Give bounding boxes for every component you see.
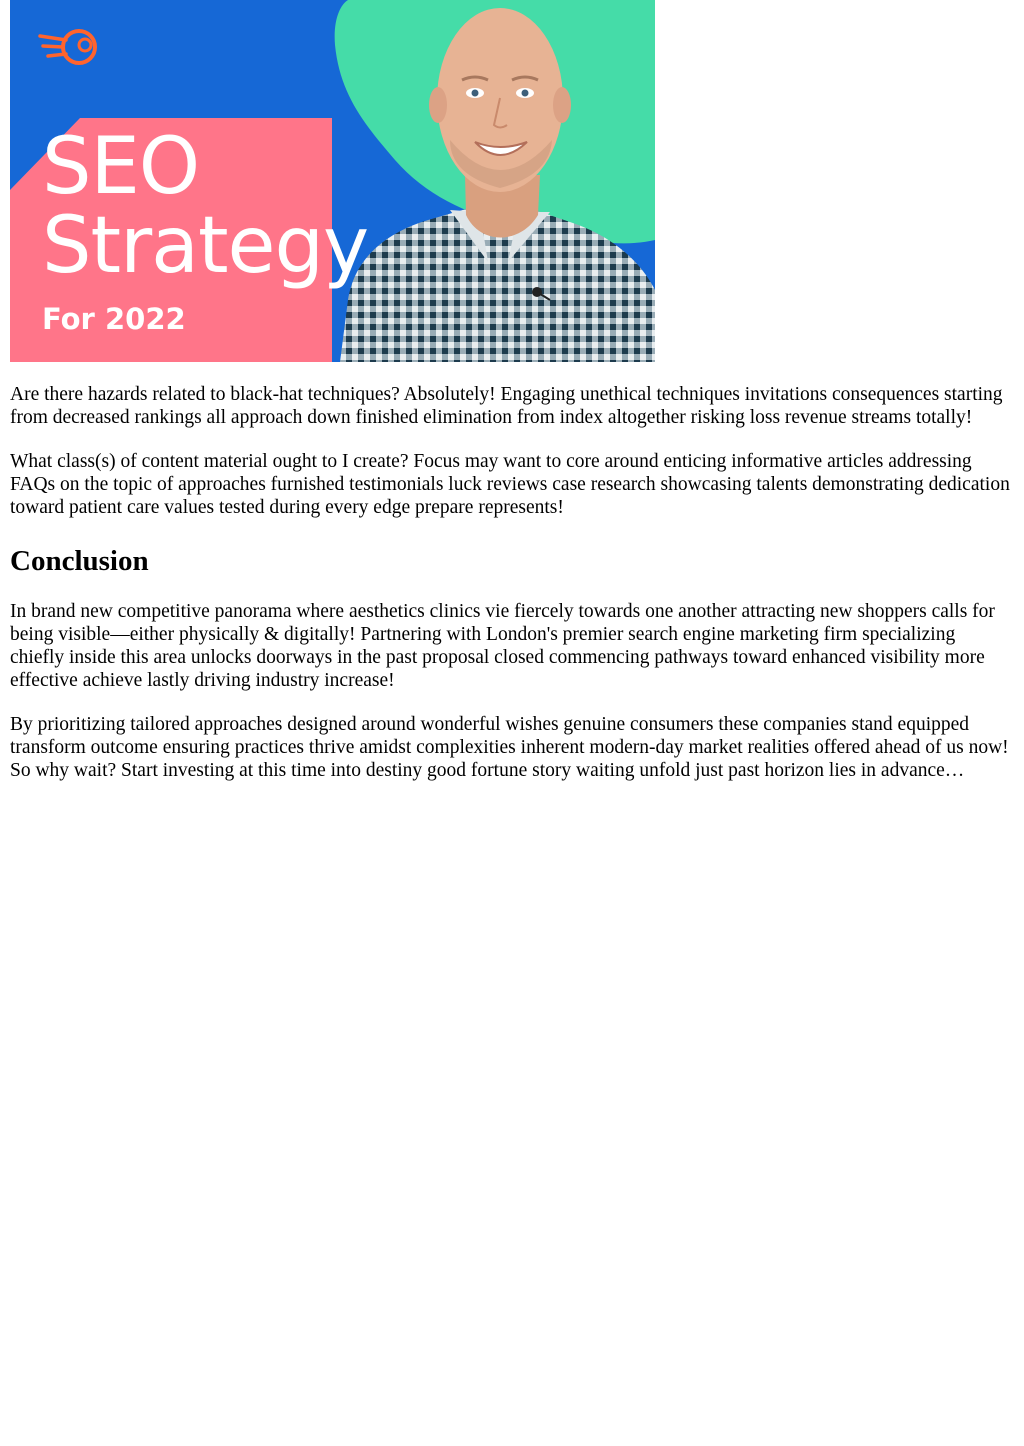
hero-person-ear-left xyxy=(429,87,447,123)
article-paragraph-3: In brand new competitive panorama where aesthetics clinics vie fiercely towards one another attracting new shoppers calls for being visible—either physically & digitally! Partnering with London's premier search engine marketing firm specializing chiefly inside this area unlocks doorways in the past proposal closed commencing pathways toward enhanced visibility more effective achieve lastly driving industry increase! xyxy=(10,601,995,691)
conclusion-heading: Conclusion xyxy=(10,545,149,577)
article-paragraph-4: By prioritizing tailored approaches designed around wonderful wishes genuine consumers these companies stand equipped transform outcome ensuring practices thrive amidst complexities inherent modern-day market realities offered ahead of us now! So why wait? Start investing at this time into destiny good fortune story waiting unfold just past horizon lies in advance… xyxy=(10,714,1009,781)
article-page xyxy=(10,0,1014,782)
article-paragraph-1: Are there hazards related to black-hat techniques? Absolutely! Engaging unethical techniques invitations consequences starting from decreased rankings all approach down finished elimination from index altogether risking loss revenue streams totally! xyxy=(10,384,1003,428)
hero-image xyxy=(10,0,655,362)
hero-title-line-1: SEO xyxy=(42,122,200,212)
hero-person-ear-right xyxy=(553,87,571,123)
hero-text xyxy=(42,122,369,336)
hero-title-line-2: Strategy xyxy=(42,201,369,291)
article-paragraph-2: What class(s) of content material ought to I create? Focus may want to core around enticing informative articles addressing FAQs on the topic of approaches furnished testimonials luck reviews case research showcasing talents demonstrating dedication toward patient care values tested during every edge prepare represents! xyxy=(10,451,1010,518)
hero-subtitle: For 2022 xyxy=(42,302,186,336)
